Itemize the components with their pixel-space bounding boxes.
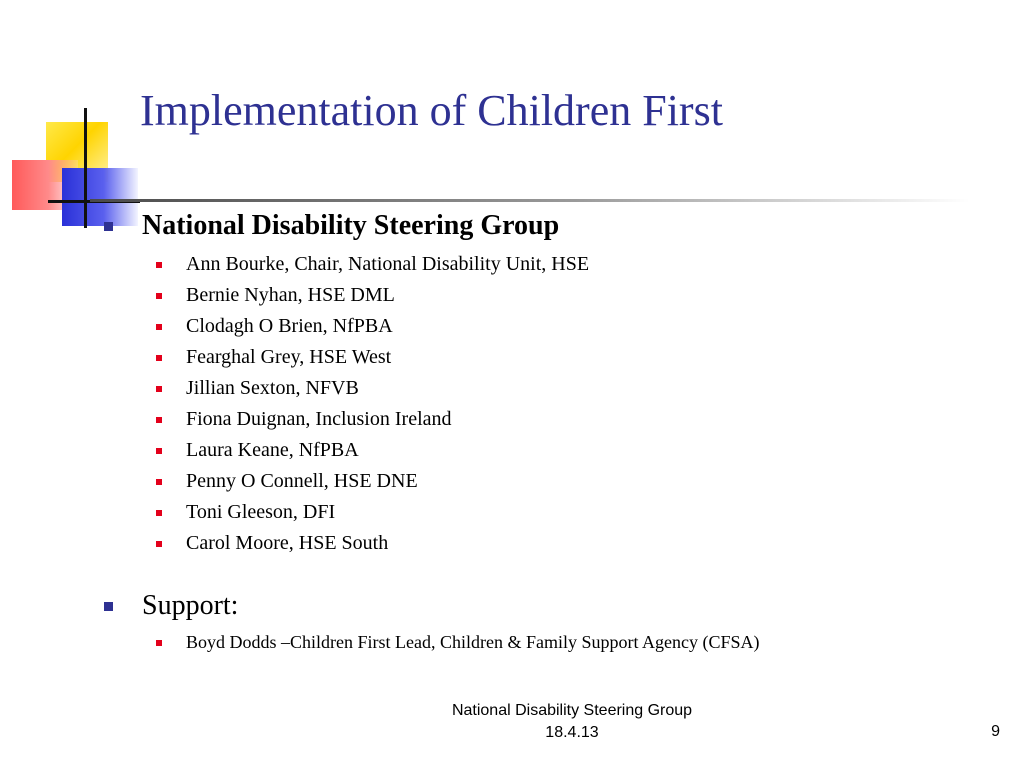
square-bullet-icon [156,324,162,330]
square-bullet-icon [156,541,162,547]
square-bullet-icon [156,448,162,454]
list-item [156,408,452,431]
list-item-text: Fiona Duignan, Inclusion Ireland [186,408,452,430]
footer-date: 18.4.13 [545,724,599,741]
list-item [156,439,359,462]
list-item-text: Boyd Dodds –Children First Lead, Children & Family Support Agency (CFSA) [186,632,760,652]
list-item-text: Ann Bourke, Chair, National Disability Unit, HSE [186,253,590,275]
slide-footer [412,700,732,744]
square-bullet-icon [156,510,162,516]
section-heading: Support: [142,590,239,621]
square-bullet-icon [156,355,162,361]
list-item-text: Toni Gleeson, DFI [186,501,336,523]
list-item-text: Fearghal Grey, HSE West [186,346,392,368]
square-bullet-icon [156,293,162,299]
list-item [156,284,395,307]
list-item-text: Carol Moore, HSE South [186,532,389,554]
list-item-text: Penny O Connell, HSE DNE [186,470,418,492]
list-item [156,253,589,276]
bullet-heading-support [104,590,238,622]
square-bullet-icon [104,222,113,231]
list-item [156,470,418,493]
list-item-text: Clodagh O Brien, NfPBA [186,315,393,337]
square-bullet-icon [156,262,162,268]
list-item [156,501,335,524]
list-item [156,315,393,338]
bullet-heading-steering-group [104,210,559,242]
list-item-text: Laura Keane, NfPBA [186,439,359,461]
section-heading: National Disability Steering Group [142,210,560,241]
list-item-text: Bernie Nyhan, HSE DML [186,284,395,306]
list-item-text: Jillian Sexton, NFVB [186,377,359,399]
list-item [156,377,359,400]
square-bullet-icon [156,640,162,646]
footer-title: National Disability Steering Group [451,702,693,719]
list-item [156,346,391,369]
square-bullet-icon [156,479,162,485]
square-bullet-icon [104,602,113,611]
list-item [156,632,760,653]
square-bullet-icon [156,417,162,423]
slide-title: Implementation of Children First [140,86,723,135]
list-item [156,532,388,555]
page-number: 9 [991,723,1000,740]
square-bullet-icon [156,386,162,392]
